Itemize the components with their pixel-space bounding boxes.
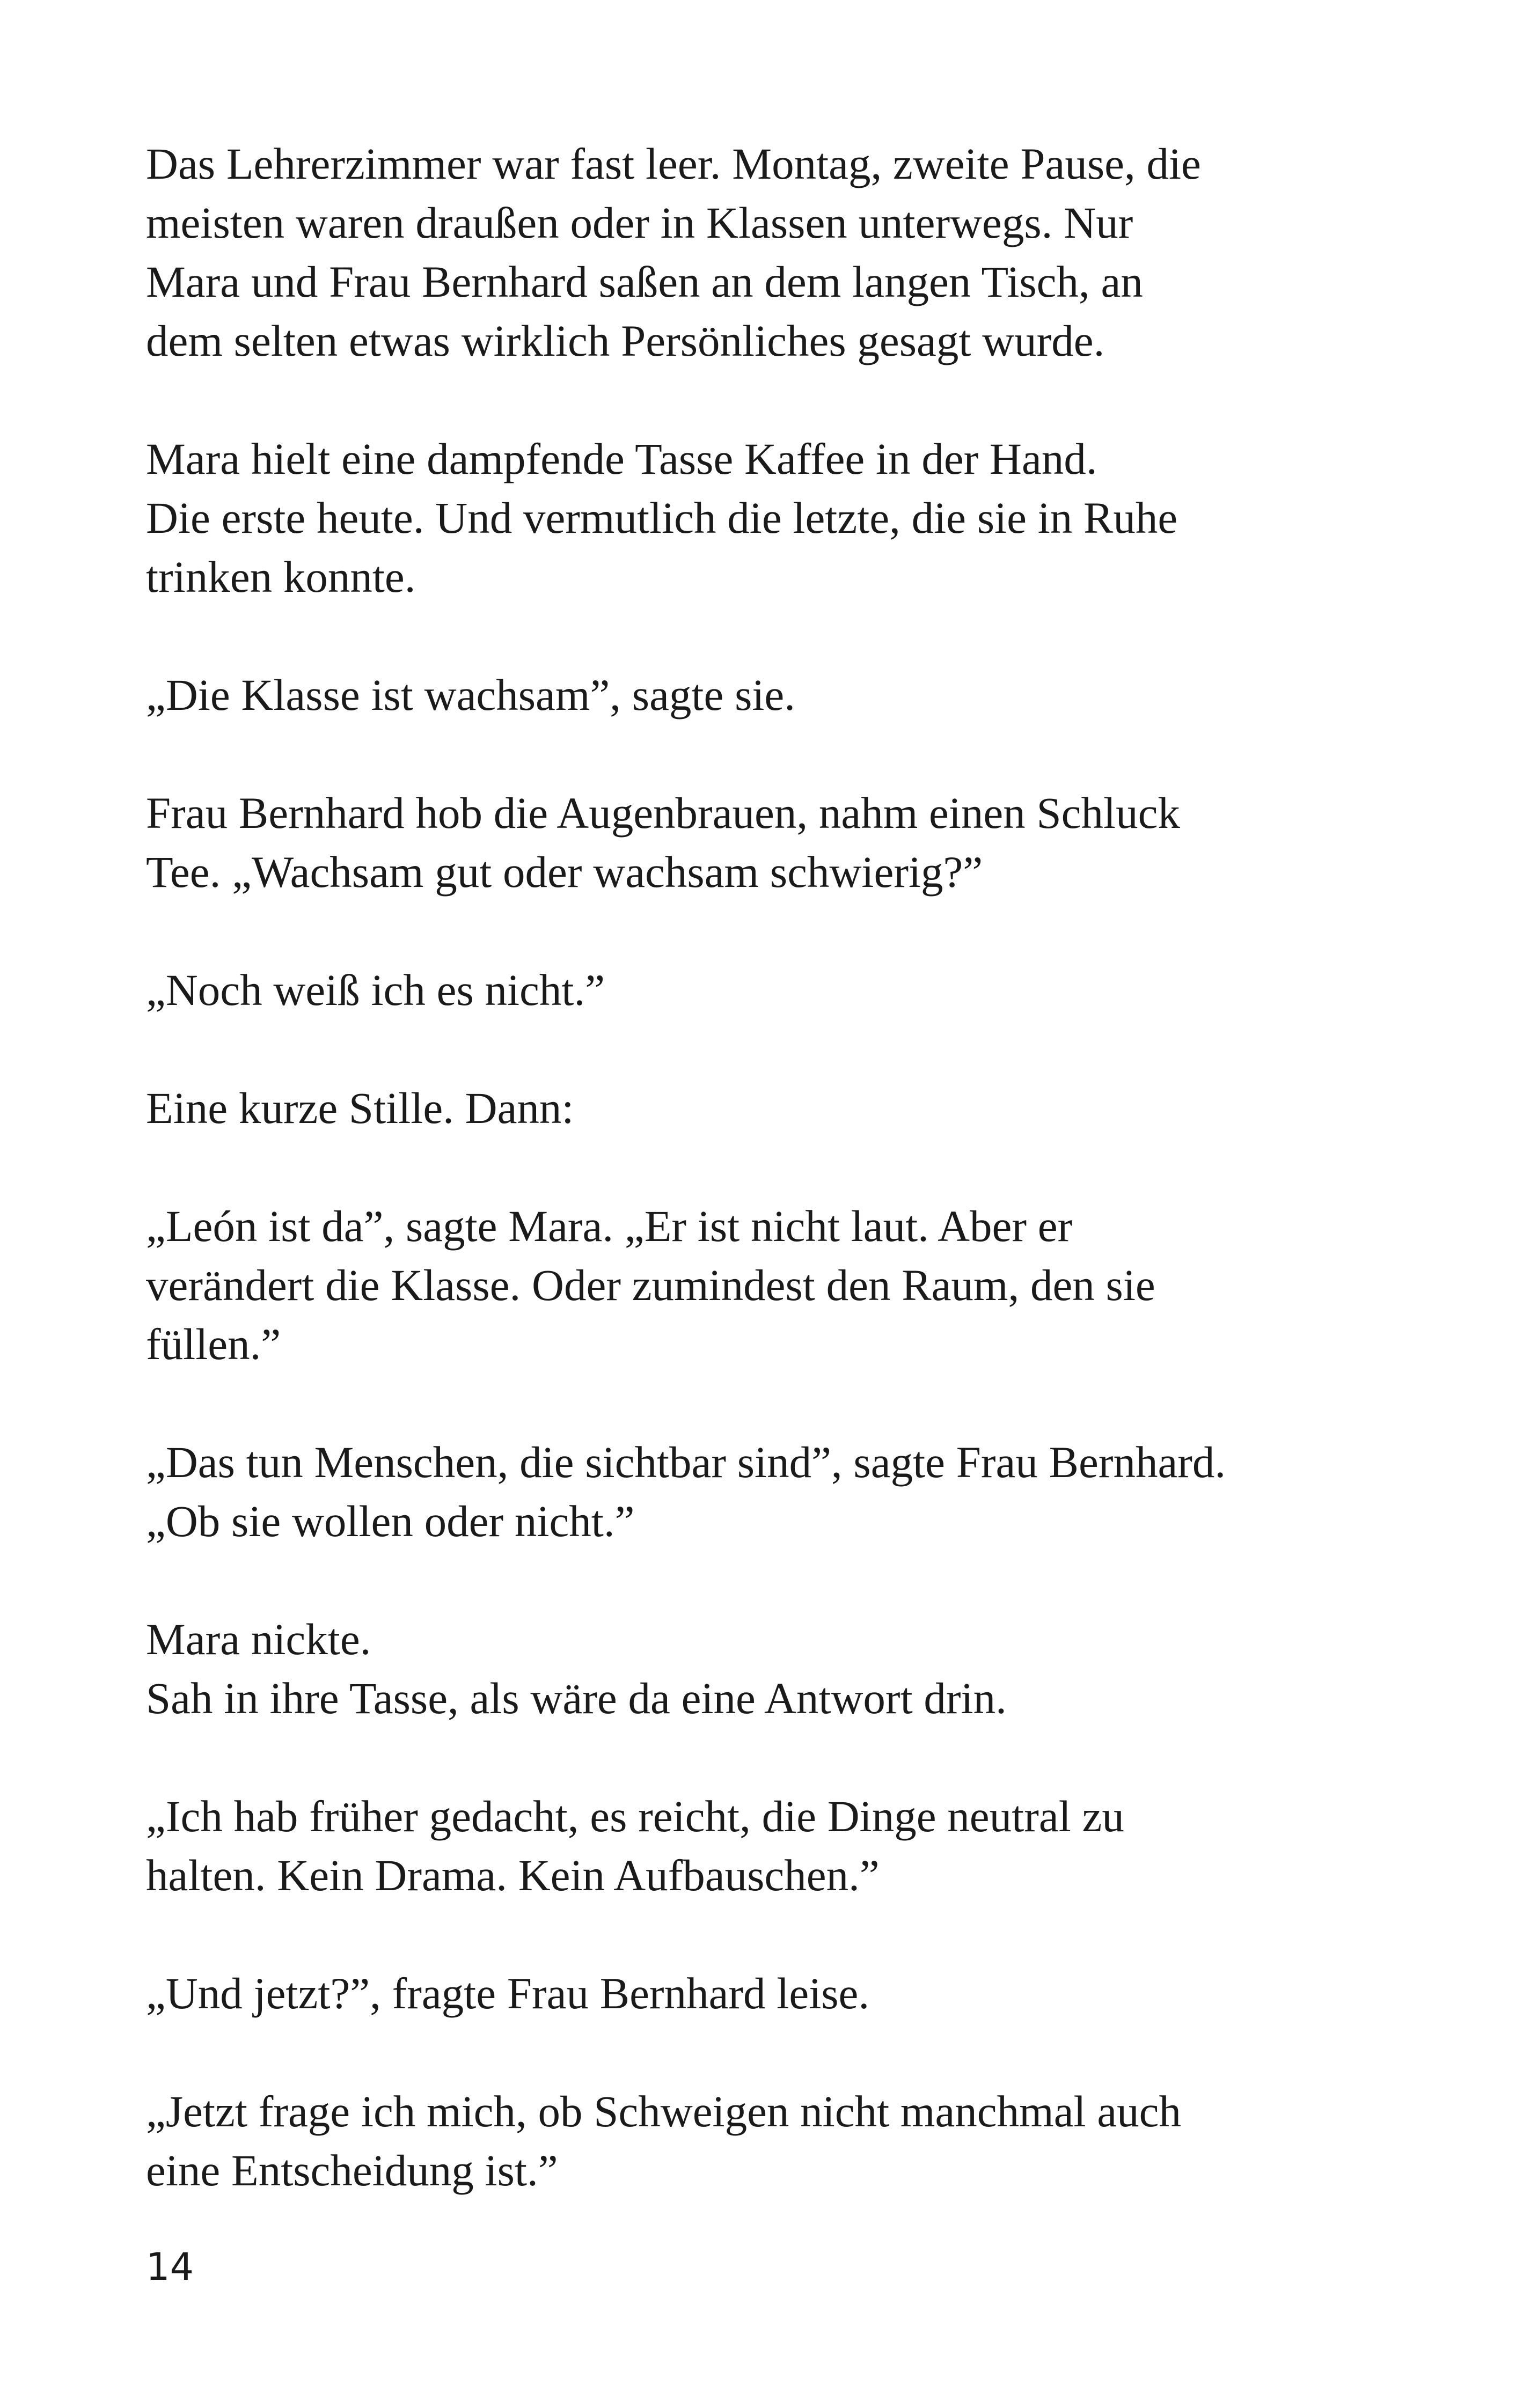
body-text [146, 134, 1391, 2259]
paragraph: Mara hielt eine dampfende Tasse Kaffee in der Hand. Die erste heute. Und vermutlich die letzte, die sie in Ruhe trinken konnte. [146, 434, 1178, 601]
paragraph: „Die Klasse ist wachsam”, sagte sie. [146, 670, 796, 720]
paragraph: „Das tun Menschen, die sichtbar sind”, sagte Frau Bernhard. „Ob sie wollen oder nicht.” [146, 1437, 1226, 1546]
paragraph: „Und jetzt?”, fragte Frau Bernhard leise. [146, 1969, 870, 2018]
paragraph: Frau Bernhard hob die Augenbrauen, nahm einen Schluck Tee. „Wachsam gut oder wachsam schwierig?” [146, 788, 1180, 897]
paragraph: Das Lehrerzimmer war fast leer. Montag, zweite Pause, die meisten waren draußen oder in Klassen unterwegs. Nur Mara und Frau Bernhard saßen an dem langen Tisch, an dem selten etwas wirklich Persönliches gesagt wurde. [146, 139, 1201, 365]
page-number: 14 [146, 2245, 194, 2289]
paragraph: „León ist da”, sagte Mara. „Er ist nicht laut. Aber er verändert die Klasse. Oder zumindest den Raum, den sie füllen.” [146, 1201, 1155, 1369]
paragraph: „Noch weiß ich es nicht.” [146, 965, 605, 1015]
paragraph: „Jetzt frage ich mich, ob Schweigen nicht manchmal auch eine Entscheidung ist.” [146, 2087, 1182, 2195]
paragraph: Mara nickte. Sah in ihre Tasse, als wäre da eine Antwort drin. [146, 1614, 1007, 1723]
paragraph: „Ich hab früher gedacht, es reicht, die Dinge neutral zu halten. Kein Drama. Kein Aufbauschen.” [146, 1792, 1124, 1900]
paragraph: Eine kurze Stille. Dann: [146, 1083, 574, 1133]
